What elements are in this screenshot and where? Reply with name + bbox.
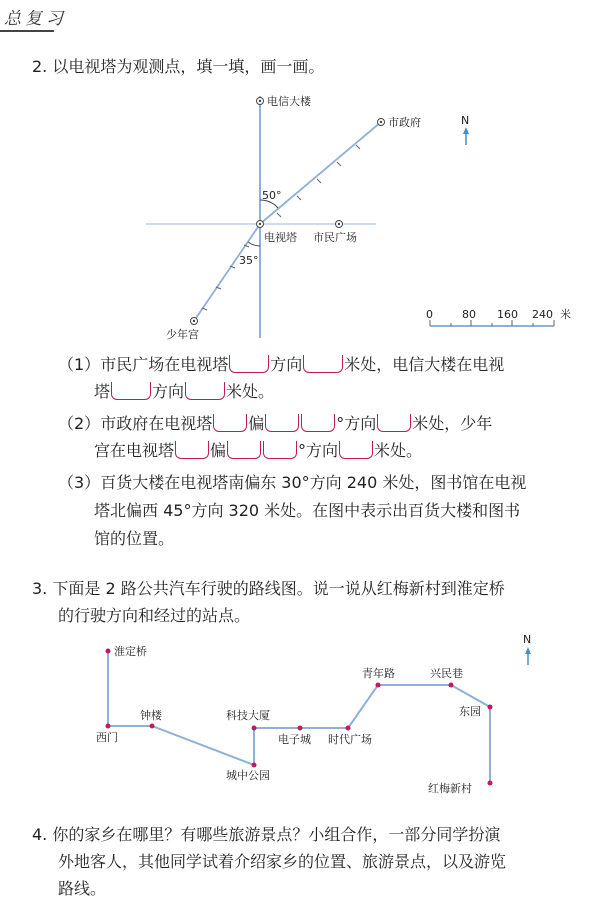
stop-label-keji: 科技大厦 bbox=[226, 709, 270, 722]
stop-point-shidai bbox=[346, 726, 351, 731]
stop-label-ximen: 西门 bbox=[96, 731, 118, 744]
answer-blank[interactable] bbox=[263, 441, 297, 459]
scale-bar bbox=[426, 307, 571, 326]
scale-label-80: 80 bbox=[462, 308, 476, 321]
scale-label-160: 160 bbox=[497, 308, 518, 321]
label-square: 市民广场 bbox=[313, 231, 357, 244]
answer-blank[interactable] bbox=[175, 441, 209, 459]
stop-point-dongyuan bbox=[488, 705, 493, 710]
answer-blank[interactable] bbox=[377, 414, 411, 432]
q2-item-3-line-2: 塔北偏西 45°方向 320 米处。在图中表示出百货大楼和图书 bbox=[94, 501, 521, 520]
scale-unit: 米 bbox=[560, 308, 571, 321]
stop-point-qingnian bbox=[376, 683, 381, 688]
north-label-q3: N bbox=[523, 633, 532, 646]
answer-blank[interactable] bbox=[301, 414, 335, 432]
north-label-q2: N bbox=[461, 114, 470, 127]
stop-label-chengzhong: 城中公园 bbox=[226, 769, 270, 782]
label-tvtower: 电视塔 bbox=[264, 231, 297, 244]
answer-blank[interactable] bbox=[339, 441, 373, 459]
page-header: 总复习 bbox=[4, 9, 67, 29]
scale-label-0: 0 bbox=[426, 308, 433, 321]
angle-label-50: 50° bbox=[262, 189, 282, 202]
stop-point-keji bbox=[252, 726, 257, 731]
answer-blank[interactable] bbox=[227, 441, 261, 459]
answer-blank[interactable] bbox=[111, 382, 151, 400]
stop-point-xingmin bbox=[449, 683, 454, 688]
stop-label-huaiding: 淮定桥 bbox=[114, 645, 147, 658]
ray-government bbox=[260, 122, 381, 224]
q2-item-1-line-2: 塔 方向 米处。 bbox=[94, 382, 275, 401]
answer-blank[interactable] bbox=[303, 355, 343, 373]
stop-label-dianzi: 电子城 bbox=[278, 733, 311, 746]
question-4-line-2: 外地客人，其他同学试着介绍家乡的位置、旅游景点，以及游览 bbox=[58, 852, 507, 871]
item-number: （1） bbox=[58, 355, 101, 374]
answer-blank[interactable] bbox=[213, 414, 247, 432]
stop-point-huaiding bbox=[106, 649, 111, 654]
stop-label-dongyuan: 东园 bbox=[459, 705, 481, 718]
question-3-title-line-2: 的行驶方向和经过的站点。 bbox=[58, 606, 251, 625]
stop-point-zhonglou bbox=[150, 724, 155, 729]
q2-item-3-line-3: 馆的位置。 bbox=[94, 529, 175, 548]
scale-label-240: 240 bbox=[532, 308, 553, 321]
stop-point-hongmei bbox=[488, 781, 493, 786]
angle-label-35: 35° bbox=[239, 254, 259, 267]
stop-point-dianzi bbox=[298, 726, 303, 731]
question-3-title-line-1: 3. 下面是 2 路公共汽车行驶的路线图。说一说从红梅新村到淮定桥 bbox=[32, 579, 505, 598]
stop-point-chengzhong bbox=[252, 763, 257, 768]
q2-item-1-line-1: （1）市民广场在电视塔 方向 米处，电信大楼在电视 bbox=[58, 355, 505, 374]
label-telecom: 电信大楼 bbox=[267, 95, 311, 108]
question-4-line-3: 路线。 bbox=[58, 879, 107, 898]
government-ray-ticks bbox=[277, 145, 360, 217]
stop-label-xingmin: 兴民巷 bbox=[430, 667, 463, 680]
answer-blank[interactable] bbox=[229, 355, 269, 373]
answer-blank[interactable] bbox=[185, 382, 225, 400]
angle-arc-35 bbox=[248, 242, 260, 246]
q2-item-2-line-1: （2）市政府在电视塔 偏 °方向 米处，少年 bbox=[58, 414, 493, 433]
label-youthpalace: 少年宫 bbox=[166, 328, 199, 341]
q2-item-3-line-1: （3）百货大楼在电视塔南偏东 30°方向 240 米处，图书馆在电视 bbox=[58, 473, 527, 492]
item-number: （3） bbox=[58, 473, 101, 492]
q2-item-2-line-2: 宫在电视塔 偏 °方向 米处。 bbox=[94, 441, 423, 460]
item-number: （2） bbox=[58, 414, 101, 433]
answer-blank[interactable] bbox=[265, 414, 299, 432]
question-2-title: 2. 以电视塔为观测点，填一填，画一画。 bbox=[32, 57, 325, 76]
ray-youthpalace bbox=[194, 224, 260, 321]
stop-label-hongmei: 红梅新村 bbox=[428, 782, 472, 795]
stop-point-ximen bbox=[106, 724, 111, 729]
question-4-line-1: 4. 你的家乡在哪里？有哪些旅游景点？小组合作，一部分同学扮演 bbox=[32, 825, 501, 844]
stop-label-zhonglou: 钟楼 bbox=[140, 709, 162, 722]
label-government: 市政府 bbox=[388, 116, 421, 129]
stop-label-qingnian: 青年路 bbox=[362, 667, 395, 680]
stop-label-shidai: 时代广场 bbox=[328, 733, 372, 746]
